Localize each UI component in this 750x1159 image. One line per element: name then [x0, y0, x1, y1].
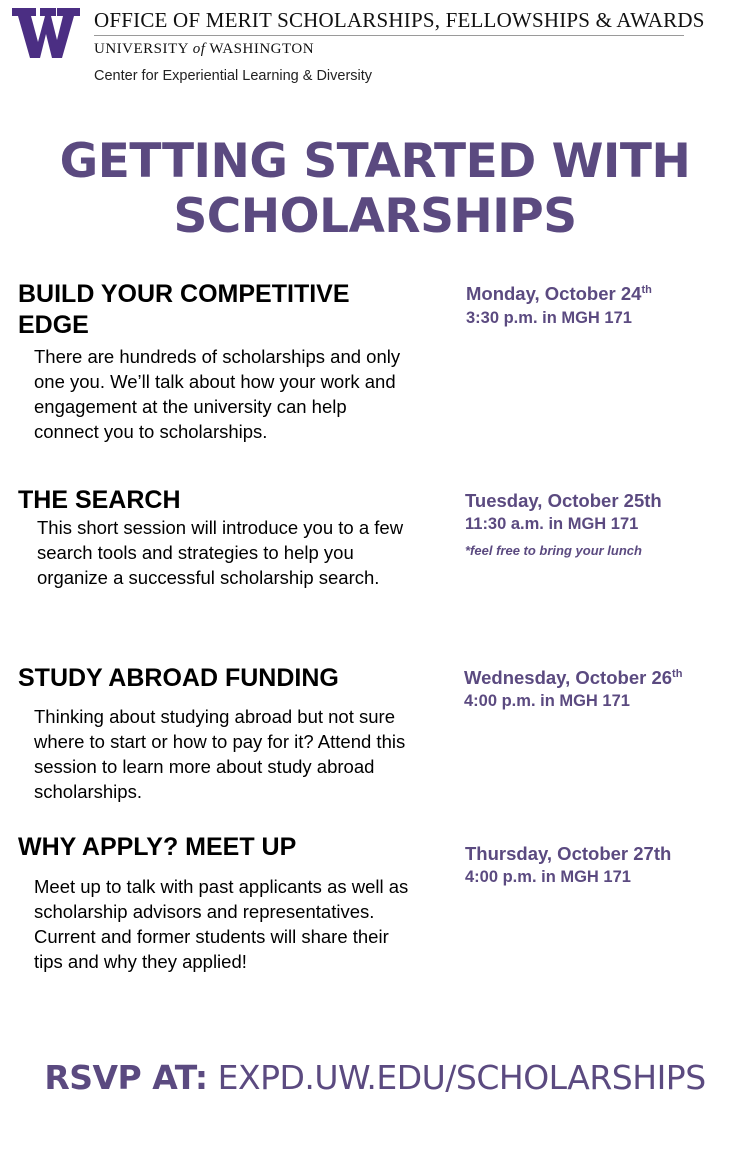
session-date-study-abroad: Wednesday, October 26th [464, 667, 683, 688]
session-title-search: THE SEARCH [18, 486, 181, 514]
rsvp-url[interactable]: EXPD.UW.EDU/SCHOLARSHIPS [217, 1058, 706, 1097]
session-date-competitive-edge: Monday, October 24th [466, 283, 652, 304]
session-description-search: This short session will introduce you to a few search tools and strategies to help you organize a successful scholarship search. [37, 517, 404, 588]
page-title: GETTING STARTED WITH SCHOLARSHIPS [59, 134, 691, 244]
center-name: Center for Experiential Learning & Diversity [94, 68, 373, 84]
session-date-why-apply: Thursday, October 27th [465, 843, 672, 864]
rsvp-label: RSVP AT: [44, 1058, 208, 1097]
session-description-why-apply: Meet up to talk with past applicants as well as scholarship advisors and representatives. Current and former students will share their tips and why they applied! [34, 876, 409, 972]
uw-w-logo-icon [12, 4, 80, 60]
office-title: OFFICE OF MERIT SCHOLARSHIPS, FELLOWSHIPS & AWARDS [94, 8, 705, 32]
session-note-search: *feel free to bring your lunch [465, 543, 642, 558]
session-time-search: 11:30 a.m. in MGH 171 [465, 515, 639, 533]
rsvp-line [0, 1058, 750, 1097]
session-time-study-abroad: 4:00 p.m. in MGH 171 [464, 692, 630, 710]
session-date-search: Tuesday, October 25th [465, 490, 662, 511]
session-time-why-apply: 4:00 p.m. in MGH 171 [465, 868, 631, 886]
session-title-study-abroad: STUDY ABROAD FUNDING [18, 664, 339, 692]
header-divider [94, 35, 684, 36]
session-title-competitive-edge: BUILD YOUR COMPETITIVE EDGE [18, 280, 350, 339]
session-time-competitive-edge: 3:30 p.m. in MGH 171 [466, 309, 632, 327]
session-description-study-abroad: Thinking about studying abroad but not sure where to start or how to pay for it? Attend this session to learn more about study abroad scholarships. [34, 706, 406, 802]
session-title-why-apply: WHY APPLY? MEET UP [18, 833, 297, 861]
university-name: UNIVERSITY of WASHINGTON [94, 41, 315, 57]
session-description-competitive-edge: There are hundreds of scholarships and only one you. We’ll talk about how your work and engagement at the university can help connect you to scholarships. [34, 346, 401, 442]
